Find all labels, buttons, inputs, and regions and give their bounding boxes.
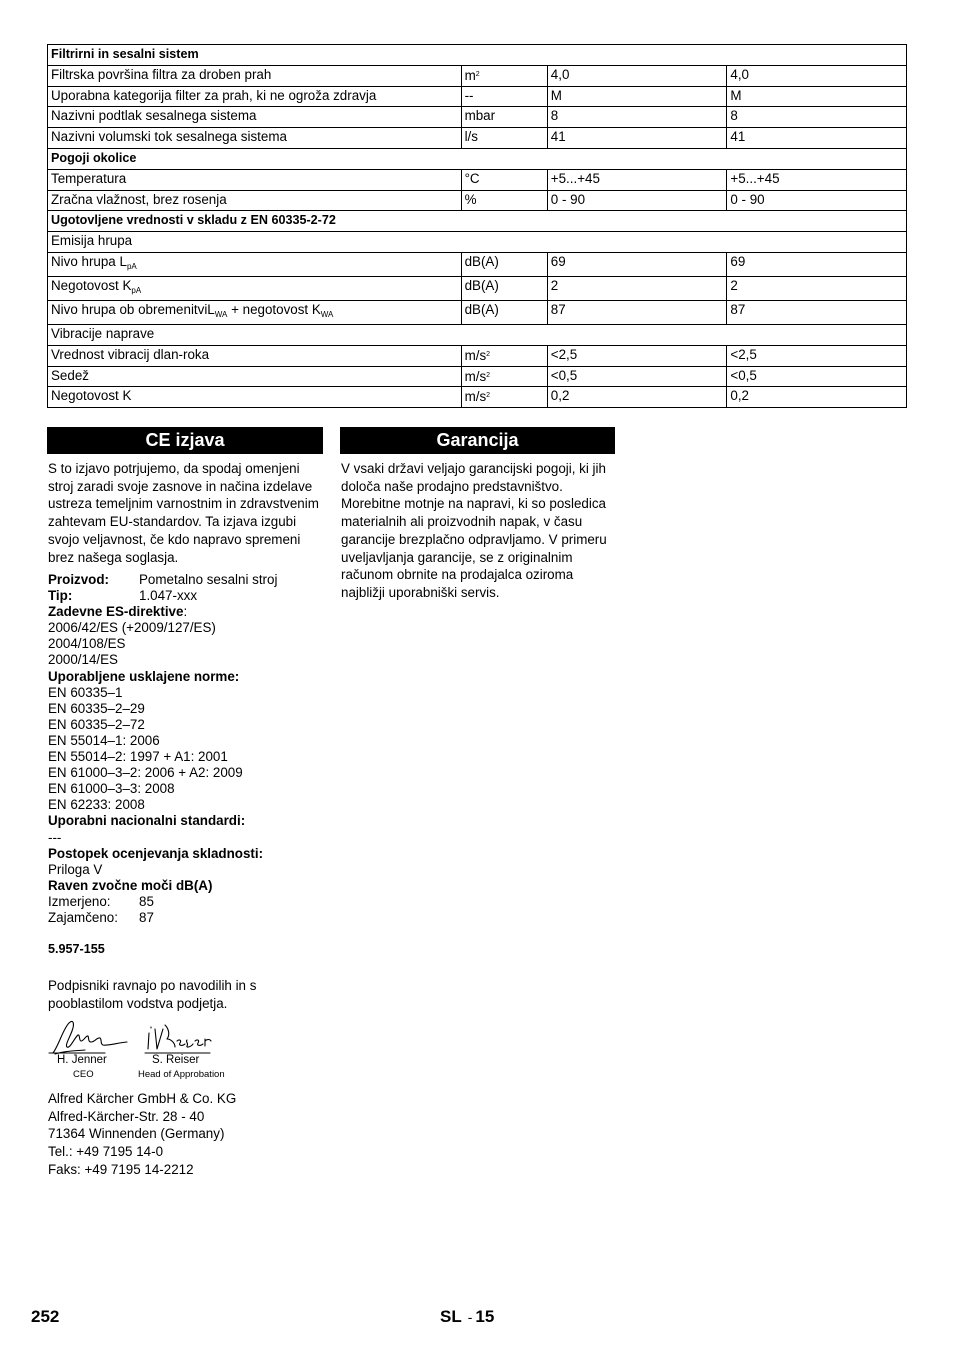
parameter-name: Filtrska površina filtra za droben prah xyxy=(51,66,272,82)
parameter-name: Negotovost K xyxy=(51,388,132,404)
directive-item: 2004/108/ES xyxy=(48,636,126,652)
parameter-name: Nazivni podtlak sesalnega sistema xyxy=(51,108,257,124)
ce-declaration-heading: CE izjava xyxy=(47,427,323,454)
parameter-cell xyxy=(48,169,462,190)
product-label: Proizvod: xyxy=(48,572,110,587)
signature-jenner xyxy=(49,1021,127,1053)
unit-text: dB(A) xyxy=(464,301,499,317)
measured-row xyxy=(48,894,328,910)
parameter-name: Temperatura xyxy=(51,170,127,186)
table-section-row xyxy=(48,211,907,232)
unit-text: -- xyxy=(464,87,474,103)
signatures-image xyxy=(45,1015,225,1057)
signature-reiser xyxy=(148,1025,211,1049)
unit-text: m xyxy=(464,67,476,83)
parameter-cell xyxy=(48,387,462,408)
unit-cell xyxy=(461,387,547,408)
directives-label-row xyxy=(48,604,328,620)
table-section-row xyxy=(48,45,907,66)
parameter-cell xyxy=(48,300,462,324)
directive-item: 2006/42/ES (+2009/127/ES) xyxy=(48,620,216,636)
unit-text: dB(A) xyxy=(464,253,499,269)
table-row xyxy=(48,128,907,149)
conformity-procedure-label: Postopek ocenjevanja skladnosti: xyxy=(48,845,264,861)
table-row xyxy=(48,232,907,253)
parameter-cell xyxy=(48,276,462,300)
value-cell-2: 69 xyxy=(727,252,907,276)
parameter-subscript-2: WA xyxy=(320,309,334,319)
document-number: 5.957-155 xyxy=(48,942,105,956)
sound-power-label: Raven zvočne moči dB(A) xyxy=(48,877,213,893)
parameter-name: Uporabna kategorija filter za prah, ki ne ogroža zdravja xyxy=(51,87,377,103)
parameter-cell xyxy=(48,107,462,128)
table-row xyxy=(48,107,907,128)
section-title: Filtrirni in sesalni sistem xyxy=(48,45,907,66)
parameter-cell xyxy=(48,345,462,366)
product-row xyxy=(48,572,328,588)
table-row xyxy=(48,345,907,366)
value-cell-1: 87 xyxy=(547,300,727,324)
guaranteed-label: Zajamčeno: xyxy=(48,909,118,925)
value-cell-1: 0,2 xyxy=(547,387,727,408)
parameter-name: Negotovost K xyxy=(51,277,132,293)
technical-data-table xyxy=(47,44,907,408)
table-row xyxy=(48,387,907,408)
table-row xyxy=(48,252,907,276)
parameter-cell xyxy=(48,65,462,86)
unit-text: m/s xyxy=(464,389,487,405)
unit-superscript: 2 xyxy=(475,70,480,78)
directives-list xyxy=(48,620,328,668)
section-title: Pogoji okolice xyxy=(48,148,907,169)
group-title: Vibracije naprave xyxy=(48,324,907,345)
unit-text: l/s xyxy=(464,129,478,145)
ce-declaration-intro: S to izjavo potrjujemo, da spodaj omenjeni stroj zaradi svoje zasnove in načina izdelave ustreza temeljnim varnostnim in zdravstvenim zahtevam EU-standardov. Ta izjava izgubi svojo veljavnost, če kdo napravo spremeni brez našega soglasja. xyxy=(48,461,319,565)
unit-text: mbar xyxy=(464,108,496,124)
group-title: Emisija hrupa xyxy=(48,232,907,253)
parameter-name: Zračna vlažnost, brez rosenja xyxy=(51,191,227,207)
norm-item: EN 55014–1: 2006 xyxy=(48,732,160,748)
unit-superscript: 2 xyxy=(486,371,491,379)
address-line: 71364 Winnenden (Germany) xyxy=(48,1126,225,1142)
directives-colon: : xyxy=(183,604,188,620)
parameter-cell xyxy=(48,190,462,211)
language-page-number: 15 xyxy=(475,1307,495,1326)
unit-superscript: 2 xyxy=(486,350,491,358)
signer2-role: Head of Approbation xyxy=(138,1069,225,1080)
unit-cell xyxy=(461,128,547,149)
unit-cell xyxy=(461,366,547,387)
norms-list xyxy=(48,685,328,814)
address-line: Alfred-Kärcher-Str. 28 - 40 xyxy=(48,1108,205,1124)
unit-cell xyxy=(461,65,547,86)
product-value: Pometalno sesalni stroj xyxy=(139,572,278,587)
value-cell-1: <2,5 xyxy=(547,345,727,366)
parameter-name: Nazivni volumski tok sesalnega sistema xyxy=(51,129,287,145)
value-cell-2: <0,5 xyxy=(727,366,907,387)
type-value: 1.047-xxx xyxy=(139,588,198,604)
unit-text: dB(A) xyxy=(464,277,499,293)
technical-data-body xyxy=(48,45,907,408)
table-row xyxy=(48,65,907,86)
parameter-cell xyxy=(48,252,462,276)
unit-cell xyxy=(461,169,547,190)
norm-item: EN 55014–2: 1997 + A1: 2001 xyxy=(48,749,228,765)
unit-text: m/s xyxy=(464,347,487,363)
ce-declaration-details xyxy=(48,572,328,926)
parameter-name: Nivo hrupa L xyxy=(51,253,127,269)
value-cell-1: 0 - 90 xyxy=(547,190,727,211)
unit-cell xyxy=(461,345,547,366)
signer1-role: CEO xyxy=(73,1069,94,1080)
signer2-name: S. Reiser xyxy=(152,1054,200,1066)
guaranteed-value: 87 xyxy=(139,909,154,925)
value-cell-1: 2 xyxy=(547,276,727,300)
unit-text: m/s xyxy=(464,368,487,384)
value-cell-1: +5...+45 xyxy=(547,169,727,190)
unit-cell xyxy=(461,190,547,211)
parameter-subscript: pA xyxy=(126,261,137,271)
value-cell-1: M xyxy=(547,86,727,107)
signer1-name: H. Jenner xyxy=(57,1054,107,1066)
unit-superscript: 2 xyxy=(486,392,491,400)
parameter-cell xyxy=(48,128,462,149)
unit-cell xyxy=(461,107,547,128)
directive-item: 2000/14/ES xyxy=(48,652,118,668)
measured-label: Izmerjeno: xyxy=(48,893,111,909)
directives-label: Zadevne ES-direktive xyxy=(48,604,184,620)
warranty-heading: Garancija xyxy=(340,427,615,454)
norm-item: EN 60335–2–29 xyxy=(48,700,145,716)
table-row xyxy=(48,190,907,211)
value-cell-2: <2,5 xyxy=(727,345,907,366)
table-row xyxy=(48,324,907,345)
norm-item: EN 61000–3–2: 2006 + A2: 2009 xyxy=(48,765,243,781)
value-cell-2: M xyxy=(727,86,907,107)
measured-value: 85 xyxy=(139,893,154,909)
unit-text: °C xyxy=(464,170,480,186)
guaranteed-row xyxy=(48,910,328,926)
table-row xyxy=(48,300,907,324)
value-cell-1: 4,0 xyxy=(547,65,727,86)
value-cell-2: +5...+45 xyxy=(727,169,907,190)
value-cell-1: 41 xyxy=(547,128,727,149)
address-line: Alfred Kärcher GmbH & Co. KG xyxy=(48,1091,237,1106)
type-row xyxy=(48,588,328,604)
language-code: SL xyxy=(440,1307,462,1326)
norm-item: EN 60335–1 xyxy=(48,684,123,700)
value-cell-2: 2 xyxy=(727,276,907,300)
unit-cell xyxy=(461,276,547,300)
language-page-label xyxy=(440,1307,494,1327)
address-line: Tel.: +49 7195 14-0 xyxy=(48,1144,164,1160)
company-address xyxy=(48,1090,308,1179)
parameter-name: Sedež xyxy=(51,367,89,383)
signatories-note: Podpisniki ravnajo po navodilih in s pooblastilom vodstva podjetja. xyxy=(48,978,257,1011)
value-cell-2: 41 xyxy=(727,128,907,149)
norm-item: EN 60335–2–72 xyxy=(48,716,145,732)
norm-item: EN 61000–3–3: 2008 xyxy=(48,781,175,797)
parameter-cell xyxy=(48,366,462,387)
national-standards-label: Uporabni nacionalni standardi: xyxy=(48,813,246,829)
table-section-row xyxy=(48,148,907,169)
unit-cell xyxy=(461,86,547,107)
section-title: Ugotovljene vrednosti v skladu z EN 60335-2-72 xyxy=(48,211,907,232)
value-cell-2: 8 xyxy=(727,107,907,128)
value-cell-2: 0 - 90 xyxy=(727,190,907,211)
type-label: Tip: xyxy=(48,588,73,604)
warranty-text: V vsaki državi veljajo garancijski pogoji, ki jih določa naše prodajno predstavništvo. Morebitne motnje na napravi, ki so posledica materialnih ali proizvodnih napak, v času garancije brezplačno odpravljamo. V primeru uveljavljanja garancije, se z originalnim računom obrnite na prodajalca oziroma najbližji uporabniški servis. xyxy=(341,461,607,600)
parameter-cell xyxy=(48,86,462,107)
value-cell-1: 69 xyxy=(547,252,727,276)
unit-cell xyxy=(461,300,547,324)
parameter-name: Nivo hrupa ob obremenitviL xyxy=(51,301,215,317)
value-cell-2: 0,2 xyxy=(727,387,907,408)
unit-cell xyxy=(461,252,547,276)
norm-item: EN 62233: 2008 xyxy=(48,797,145,813)
address-line: Faks: +49 7195 14-2212 xyxy=(48,1161,194,1177)
norms-label: Uporabljene usklajene norme: xyxy=(48,668,240,684)
value-cell-2: 87 xyxy=(727,300,907,324)
parameter-name-cont: + negotovost K xyxy=(227,301,321,317)
conformity-procedure-value: Priloga V xyxy=(48,861,103,877)
page-dash: - xyxy=(467,1309,473,1325)
table-row xyxy=(48,366,907,387)
value-cell-1: 8 xyxy=(547,107,727,128)
value-cell-1: <0,5 xyxy=(547,366,727,387)
parameter-subscript: WA xyxy=(214,309,228,319)
unit-text: % xyxy=(464,191,477,207)
table-row xyxy=(48,169,907,190)
parameter-subscript: pA xyxy=(131,285,142,295)
table-row xyxy=(48,86,907,107)
page-number: 252 xyxy=(31,1307,60,1326)
parameter-name: Vrednost vibracij dlan-roka xyxy=(51,346,210,362)
table-row xyxy=(48,276,907,300)
value-cell-2: 4,0 xyxy=(727,65,907,86)
national-standards-value: --- xyxy=(48,829,62,845)
